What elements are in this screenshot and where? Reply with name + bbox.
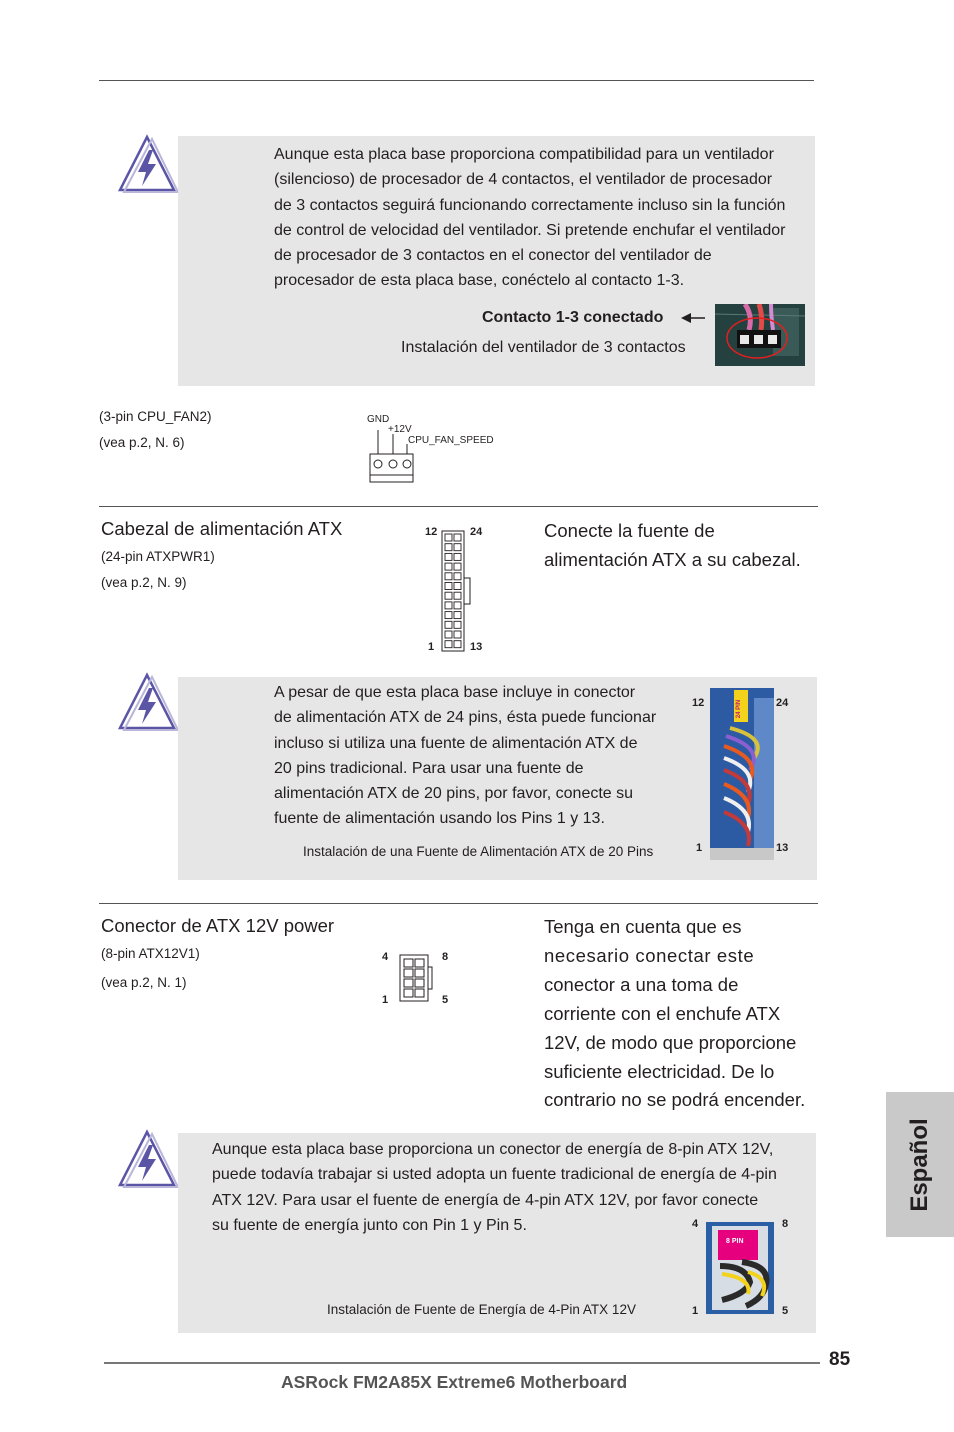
atx24-pin — [445, 553, 452, 560]
atx-desc: Conecte la fuente de alimentación ATX a su cabezal. — [544, 520, 801, 570]
atx24-pin — [454, 602, 461, 609]
section-rule-atx — [99, 506, 818, 507]
atx-photo-pin-1: 1 — [696, 842, 703, 854]
fan-note-text: Aunque esta placa base proporciona compatibilidad para un ventilador (silencioso) de procesador de 4 contactos, el ventilador de procesador de 3 contactos seguirá funcionando correctamente incluso sin la función de control de velocidad del ventilador. Si pretende enchufar el ventilador de procesador de 3 contactos en el conector del ventilador de procesador de esta placa base, conéctelo al contacto 1-3. — [274, 146, 786, 290]
atx12v-photo-pin-8: 8 — [782, 1218, 789, 1230]
atx24-pin — [454, 553, 461, 560]
atx-name: (24-pin ATXPWR1) — [101, 549, 215, 564]
atx24-pin — [445, 544, 452, 551]
warning-icon — [116, 672, 178, 732]
atx12v-title: Conector de ATX 12V power — [101, 915, 335, 936]
atx-photo-pin-12: 12 — [692, 697, 705, 709]
atx24-latch — [464, 578, 470, 604]
atx24-pin — [445, 573, 452, 580]
contact-label: Contacto 1-3 conectado — [482, 309, 664, 326]
language-tab-label: Español — [906, 1117, 933, 1212]
cpu-fan2-diagram — [366, 420, 418, 484]
footer-rule — [104, 1362, 820, 1364]
atx24-pin — [445, 563, 452, 570]
atx12v-pin-5: 5 — [442, 994, 449, 1006]
fan-connector-photo — [715, 304, 805, 366]
page-number: 85 — [829, 1349, 851, 1370]
atx24-pin — [454, 563, 461, 570]
section-rule-atx12v — [99, 903, 818, 904]
atx-pin-24: 24 — [470, 526, 483, 538]
atx12v-4pin-photo — [706, 1222, 774, 1314]
warning-icon — [116, 134, 178, 194]
atx24-pin — [454, 583, 461, 590]
atx24-pin — [445, 621, 452, 628]
cpu-fan2-ref: (vea p.2, N. 6) — [99, 435, 185, 450]
atx12v-pin-8: 8 — [442, 951, 449, 963]
atx24-pin — [445, 631, 452, 638]
fan-install-label: Instalación del ventilador de 3 contactos — [401, 339, 686, 356]
atx12v-photo-label: 8 PIN — [726, 1238, 744, 1245]
atx24-pin — [454, 544, 461, 551]
atx12v-photo-pin-5: 5 — [782, 1305, 789, 1317]
cpu-fan2-name: (3-pin CPU_FAN2) — [99, 409, 212, 424]
atx-24pin-diagram — [441, 530, 473, 652]
atx-20pin-photo — [710, 688, 774, 860]
atx-photo-label: 24 PIN — [736, 699, 743, 719]
atx-ref: (vea p.2, N. 9) — [101, 575, 187, 590]
atx24-pin — [454, 612, 461, 619]
atx24-pin — [445, 534, 452, 541]
atx24-pin — [454, 534, 461, 541]
pin-speed-label: CPU_FAN_SPEED — [408, 435, 494, 446]
atx-photo-pin-13: 13 — [776, 842, 789, 854]
atx12v-note-text: Aunque esta placa base proporciona un conector de energía de 8-pin ATX 12V, puede todavía trabajar si usted adopta un fuente tradicional de energía de 4-pin ATX 12V. Para usar el fuente de energía de 4-pin ATX 12V, por favor conecte su fuente de energía junto con Pin 1 y Pin 5. — [212, 1141, 777, 1234]
atx-note-caption: Instalación de una Fuente de Alimentación ATX de 20 Pins — [303, 844, 654, 859]
atx12v-desc: Tenga en cuenta que es necesario conectar este conector a una toma de corriente con el enchufe ATX 12V, de modo que proporcione suficiente electricidad. De lo contrario no se podrá encender. — [544, 916, 806, 1111]
atx12v-8pin-diagram — [398, 953, 434, 1003]
footer-title: ASRock FM2A85X Extreme6 Motherboard — [281, 1372, 628, 1392]
atx24-pin — [454, 573, 461, 580]
pin-12v-label: +12V — [388, 424, 412, 435]
atx-pin-13: 13 — [470, 641, 483, 653]
atx-pin-12: 12 — [425, 526, 438, 538]
atx24-pin — [454, 592, 461, 599]
atx12v-note-caption: Instalación de Fuente de Energía de 4-Pin ATX 12V — [327, 1302, 636, 1317]
warning-icon — [116, 1129, 178, 1189]
arrow-left-icon — [679, 311, 707, 325]
atx24-pin — [445, 602, 452, 609]
atx12v-photo-pin-4: 4 — [692, 1218, 699, 1230]
atx24-pin — [445, 641, 452, 648]
atx-photo-pin-24: 24 — [776, 697, 789, 709]
atx12v-pin-4: 4 — [382, 951, 389, 963]
atx24-pin — [454, 621, 461, 628]
atx24-pin — [445, 583, 452, 590]
atx24-pin — [445, 592, 452, 599]
atx12v-photo-pin-1: 1 — [692, 1305, 699, 1317]
top-rule — [99, 80, 814, 81]
atx12v-name: (8-pin ATX12V1) — [101, 946, 200, 961]
atx24-pin — [445, 612, 452, 619]
atx-pin-1: 1 — [428, 641, 435, 653]
atx12v-ref: (vea p.2, N. 1) — [101, 975, 187, 990]
atx-title: Cabezal de alimentación ATX — [101, 518, 343, 539]
pin-gnd-label: GND — [367, 414, 390, 425]
atx-note-text: A pesar de que esta placa base incluye in conector de alimentación ATX de 24 pins, ésta puede funcionar incluso si utiliza una fuente de alimentación ATX de 20 pins tradicional. Para usar una fuente de alimentación ATX de 20 pins, por favor, conecte su fuente de alimentación usando los Pins 1 y 13. — [274, 684, 657, 828]
language-tab — [886, 1092, 954, 1237]
atx24-pin — [454, 641, 461, 648]
atx24-pin — [454, 631, 461, 638]
atx12v-pin-1: 1 — [382, 994, 389, 1006]
